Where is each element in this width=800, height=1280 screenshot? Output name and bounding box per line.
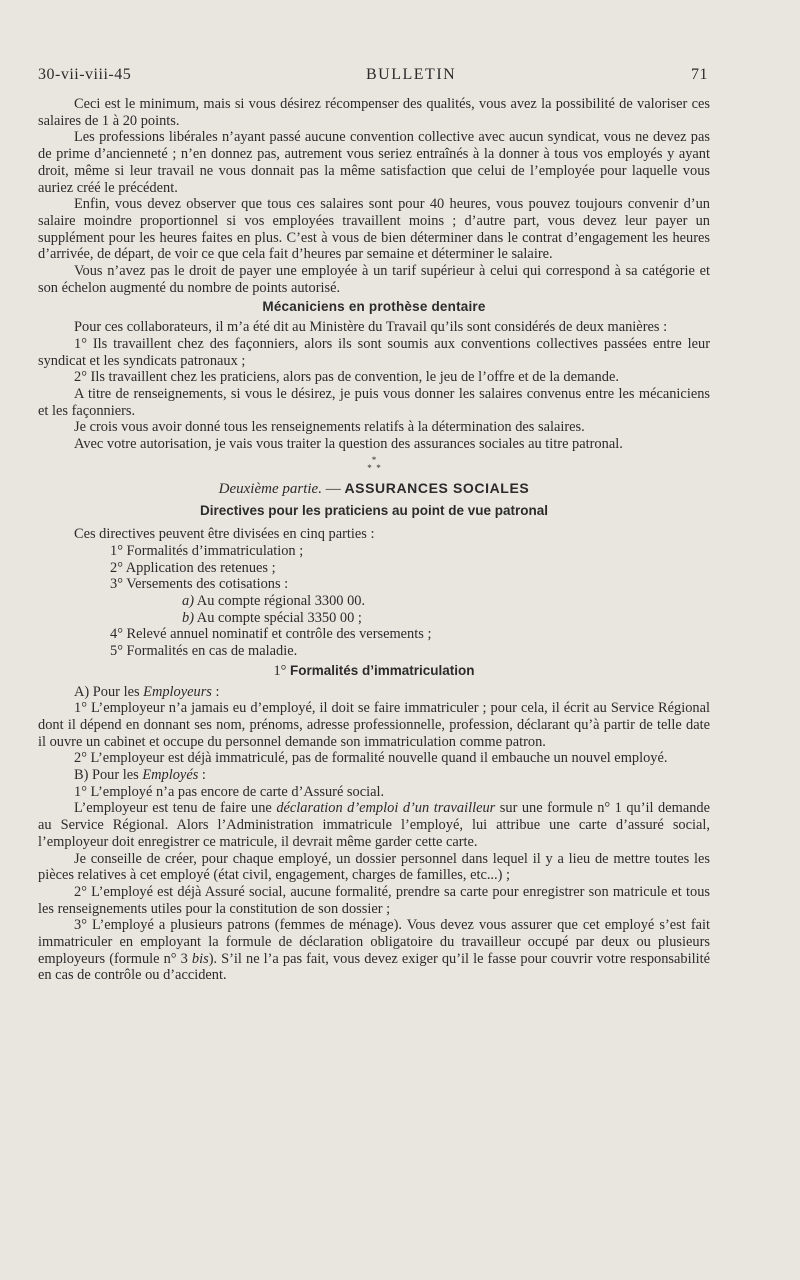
header-date: 30-vii-viii-45 [38,66,132,83]
part-dash: — [321,480,345,497]
paragraph: 1° L’employeur n’a jamais eu d’employé, il doit se faire immatriculer ; pour cela, il écrit au Service Régional dont il dépend en donnant ses nom, prénoms, adresse professionnelle, profession, déclarant qu’à partir de telle date il ouvre un cabinet et occupe du personnel demande son immatriculation comme patron. [38,700,710,750]
sub-list-text: Au compte spécial 3350 00 ; [194,609,362,626]
text-run-italic: déclaration d’emploi d’un travailleur [276,800,496,817]
paragraph: 1° L’employé n’a pas encore de carte d’Assuré social. [74,783,385,800]
text-run: B) Pour les [74,767,143,784]
text-run: : [211,683,220,700]
paragraph: Je conseille de créer, pour chaque employé, un dossier personnel dans lequel il y a lieu de mettre toutes les pièces relatives à cet employé (état civil, engagement, charges de familles, etc...) ; [38,850,710,884]
section-heading-mecaniciens: Mécaniciens en prothèse dentaire [262,299,486,315]
text-run: sur une formule n° 1 qu’il demande au Service Régional. Alors l’Administration immatricule l’employé, lui attribue une carte d’assuré social, l’employeur doit enregistrer ce matricule, il devrait même garder cette carte. [38,800,710,850]
part-title [38,480,710,498]
paragraph [38,800,710,850]
paragraph: 2° L’employé est déjà Assuré social, aucune formalité, prendre sa carte pour enregistrer son matricule et tous les renseignements utiles pour la constitution de son dossier ; [38,883,710,917]
part-name: ASSURANCES SOCIALES [344,479,530,496]
asterism-separator: * * * [367,454,381,473]
list-item: 1° Formalités d’immatriculation ; [110,542,304,559]
paragraph [38,917,710,984]
list-item: 4° Relevé annuel nominatif et contrôle des versements ; [110,626,432,643]
list-item: 3° Versements des cotisations : [110,576,289,593]
text-run-italic: Employeurs [143,683,212,700]
paragraph: Pour ces collaborateurs, il m’a été dit au Ministère du Travail qu’ils sont considérés de deux manières : [74,319,668,336]
paragraph: Ceci est le minimum, mais si vous désirez récompenser des qualités, vous avez la possibilité de valoriser ces salaires de 1 à 20 points. [38,96,710,129]
paragraph: 2° L’employeur est déjà immatriculé, pas de formalité nouvelle quand il embauche un nouvel employé. [74,750,668,767]
part-label: Deuxième partie. [218,480,322,497]
list-item: 5° Formalités en cas de maladie. [110,643,298,660]
page-number: 71 [690,66,708,83]
text-run-italic: Employés [142,767,199,784]
paragraph: Vous n’avez pas le droit de payer une employée à un tarif supérieur à celui qui correspond à sa catégorie et son échelon augmenté du nombre de points autorisé. [38,263,710,296]
header-title: BULLETIN [366,66,457,83]
paragraph-employeurs [38,684,710,701]
paragraph: Enfin, vous devez observer que tous ces salaires sont pour 40 heures, vous pouvez toujours convenir d’un salaire moindre proportionnel si vos employées travaillent moins ; d’autre part, vous devez leur payer un supplément pour les heures faites en plus. C’est à vous de bien déterminer dans le contrat d’engagement les heures d’arrivée, de départ, de voir ce que cela fait d’heures par semaine et déterminer le salaire. [38,196,710,263]
subheading-directives: Directives pour les praticiens au point de vue patronal [199,503,549,519]
paragraph: Je crois vous avoir donné tous les renseignements relatifs à la détermination des salaires. [74,419,585,436]
sub-list-text: Au compte régional 3300 00. [194,592,366,609]
paragraph: Ces directives peuvent être divisées en cinq parties : [74,526,375,543]
sub-list-item [38,610,710,627]
text-run: 3° L’employé a plusieurs patrons (femmes de ménage). Vous devez vous assurer que cet employé s’est fait immatriculer en employant la formule de déclaration obligatoire du travailleur occupé par deux ou plusieurs employeurs (formule n° 3 [38,917,710,967]
text-run-italic: bis [191,950,209,967]
list-item: 2° Application des retenues ; [110,559,276,576]
page-header [38,66,708,84]
paragraph: A titre de renseignements, si vous le désirez, je puis vous donner les salaires convenus entre les mécaniciens et les façonniers. [38,385,710,419]
sub-list-item [38,593,710,610]
text-run: A) Pour les [74,683,144,700]
paragraph-employes [38,767,710,784]
paragraph: 2° Ils travaillent chez les praticiens, alors pas de convention, le jeu de l’offre et de la demande. [74,369,619,386]
sub-list-letter: b) [182,609,194,626]
sub-list-letter: a) [182,592,194,609]
paragraph: Avec votre autorisation, je vais vous traiter la question des assurances sociales au titre patronal. [74,436,623,453]
text-run: L’employeur est tenu de faire une [74,800,277,817]
section-number: 1° [273,662,290,679]
paragraph: 1° Ils travaillent chez des façonniers, alors ils sont soumis aux conventions collectives passées entre leur syndicat et les syndicats patronaux ; [38,335,710,369]
paragraph: Les professions libérales n’ayant passé aucune convention collective avec aucun syndicat, vous ne devez pas de prime d’ancienneté ; n’en donnez pas, autrement vous seriez entraînés à la donner à tous vos employés y ayant droit, même si leur travail ne vous donnait pas la même satisfaction que celui de l’employée pour laquelle vous auriez créé le précédent. [38,129,710,196]
page-body [38,96,710,984]
section-label: Formalités d’immatriculation [290,662,475,678]
section-heading-immatriculation [38,663,710,680]
text-run: ). S’il ne l’a pas fait, vous devez exiger qu’il le fasse pour couvrir votre responsabilité en cas de contrôle ou d’accident. [38,950,710,984]
text-run: : [198,767,206,784]
